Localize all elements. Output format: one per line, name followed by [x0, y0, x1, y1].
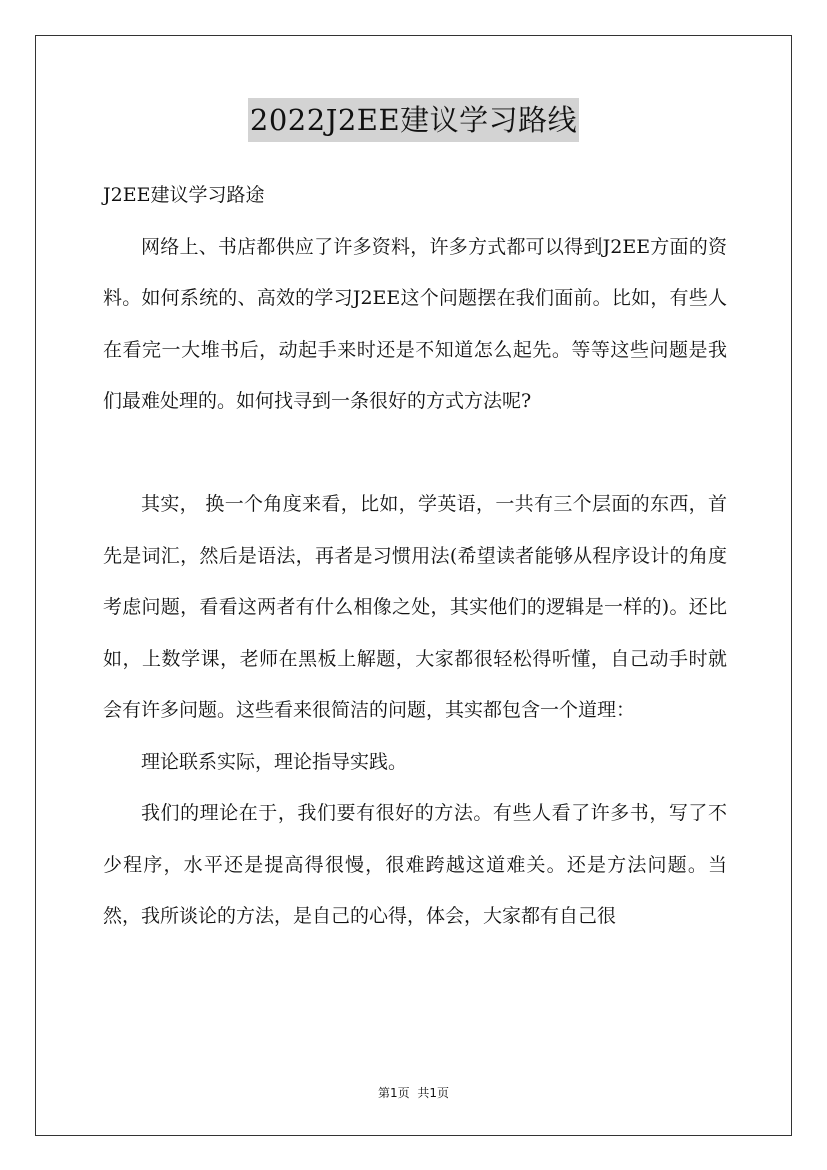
paragraph-2: 其实， 换一个角度来看，比如，学英语，一共有三个层面的东西，首先是词汇，然后是语法，再者是习惯用法(希望读者能够从程序设计的角度考虑问题，看看这两者有什么相像之处，其实他们的逻辑是一样的)。还比如，上数学课，老师在黑板上解题，大家都很轻松得听懂，自己动手时就会有许多问题。这些看来很简洁的问题，其实都包含一个道理：: [103, 493, 727, 721]
title-container: [0, 98, 827, 142]
page-total: 共1页: [417, 1086, 449, 1100]
document-title: 2022J2EE建议学习路线: [248, 98, 579, 142]
paragraph-1: 网络上、书店都供应了许多资料，许多方式都可以得到J2EE方面的资料。如何系统的、高效的学习J2EE这个问题摆在我们面前。比如，有些人在看完一大堆书后，动起手来时还是不知道怎么起先。等等这些问题是我们最难处理的。如何找寻到一条很好的方式方法呢?: [103, 235, 727, 412]
document-body: [103, 170, 727, 943]
paragraph-3: 理论联系实际，理论指导实践。: [141, 750, 408, 773]
page-footer: [0, 1084, 827, 1101]
paragraph-spacer: [103, 428, 727, 480]
page-number: 第1页: [378, 1086, 410, 1100]
document-subtitle: J2EE建议学习路途: [103, 184, 265, 206]
paragraph-4: 我们的理论在于，我们要有很好的方法。有些人看了许多书，写了不少程序，水平还是提高得很慢，很难跨越这道难关。还是方法问题。当然，我所谈论的方法，是自己的心得，体会，大家都有自己很: [103, 802, 727, 927]
